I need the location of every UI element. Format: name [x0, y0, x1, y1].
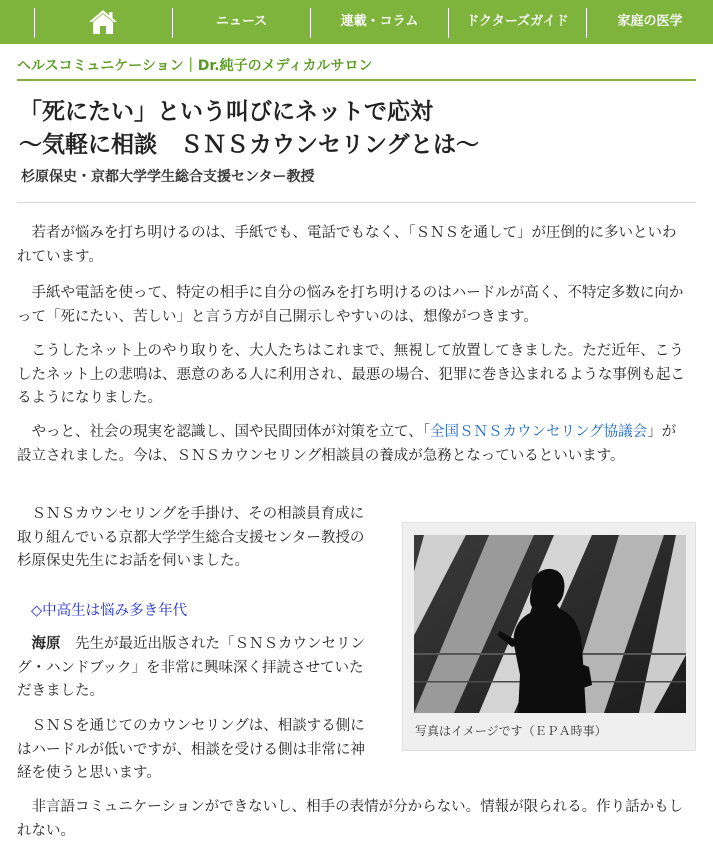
nav-columns[interactable]: 連載・コラム: [340, 14, 419, 29]
speaker-name: 海原: [31, 636, 61, 652]
photo-figure: [402, 522, 696, 751]
home-icon[interactable]: [88, 9, 118, 35]
article-title: [19, 96, 479, 162]
paragraph-6: [17, 633, 371, 704]
section-title[interactable]: ヘルスコミュニケーション｜Dr.純子のメディカルサロン: [17, 58, 373, 74]
paragraph-5: ＳＮＳカウンセリングを手掛け、その相談員育成に取り組んでいる京都大学学生総合支援センター教授の杉原保史先生にお話を伺いました。: [17, 506, 365, 569]
article-photo: [414, 535, 686, 713]
photo-caption: 写真はイメージです（ＥＰＡ時事）: [415, 724, 607, 738]
paragraph-1: 若者が悩みを打ち明けるのは、手紙でも、電話でもなく、「ＳＮＳを通して」が圧倒的に多いといわれています。: [17, 225, 677, 265]
paragraph-4-text-b: 」が設立されました。今は、ＳＮＳカウンセリング相談員の養成が急務となっているといいます。: [17, 424, 677, 464]
article-title-line-2: ～気軽に相談 ＳＮＳカウンセリングとは～: [19, 132, 479, 158]
sns-counseling-council-link[interactable]: 全国ＳＮＳカウンセリング協議会: [429, 424, 648, 440]
paragraph-7: ＳＮＳを通じてのカウンセリングは、相談する側にはハードルが低いですが、相談を受ける側は非常に神経を使うと思います。: [17, 718, 365, 781]
paragraph-6-text: 先生が最近出版された「ＳＮＳカウンセリング・ハンドブック」を非常に興味深く拝読させていただきました。: [17, 636, 365, 699]
section-divider: [17, 79, 696, 81]
nav-divider: [34, 8, 35, 38]
title-divider: [17, 202, 696, 203]
section-subheading: ◇中高生は悩み多き年代: [31, 603, 188, 619]
paragraph-8: 非言語コミュニケーションができないし、相手の表情が分からない。情報が限られる。作り話かもしれない。: [17, 799, 684, 839]
article-author: 杉原保史・京都大学学生総合支援センター教授: [21, 169, 315, 185]
paragraph-2: 手紙や電話を使って、特定の相手に自分の悩みを打ち明けるのはハードルが高く、不特定多数に向かって「死にたい、苦しい」と言う方が自己開示しやすいのは、想像がつきます。: [17, 285, 684, 325]
nav-family-medicine[interactable]: 家庭の医学: [617, 14, 683, 29]
paragraph-3: こうしたネット上のやり取りを、大人たちはこれまで、無視して放置してきました。ただ近年、こうしたネット上の悲鳴は、悪意のある人に利用され、最悪の場合、犯罪に巻き込まれるような事例も起こるようになりました。: [17, 343, 685, 406]
nav-doctors-guide[interactable]: ドクターズガイド: [466, 14, 569, 29]
article-title-line-1: 「死にたい」という叫びにネットで応対: [19, 99, 433, 125]
nav-news[interactable]: ニュース: [215, 14, 268, 29]
top-nav: [0, 0, 713, 44]
paragraph-4-text-a: やっと、社会の現実を認識し、国や民間団体が対策を立て、「: [31, 424, 430, 440]
paragraph-4: [17, 421, 688, 468]
